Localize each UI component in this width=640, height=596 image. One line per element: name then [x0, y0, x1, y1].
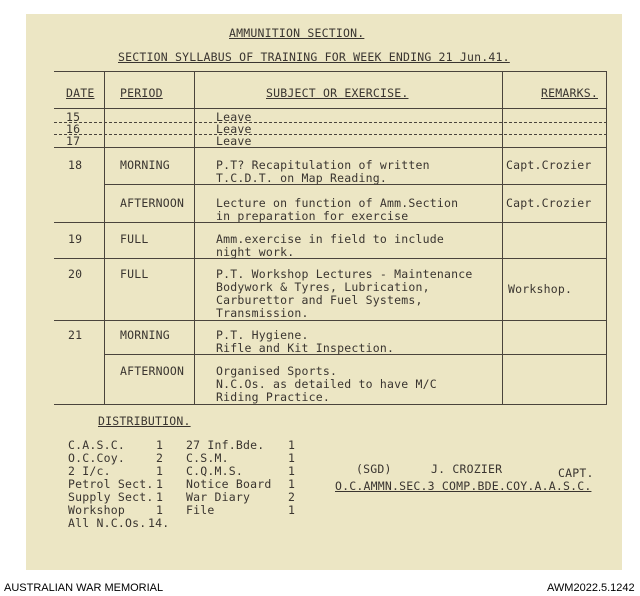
row-16-subject: Leave — [216, 122, 252, 136]
dist-left-count-3: 1 — [156, 464, 164, 478]
dist-right-name-3: C.Q.M.S. — [186, 464, 243, 478]
row-21-pm-period: AFTERNOON — [120, 364, 185, 378]
row-19-period: FULL — [120, 232, 149, 246]
footer-left: AUSTRALIAN WAR MEMORIAL — [4, 582, 164, 594]
dist-left-count-4: 1 — [156, 477, 164, 491]
dist-right-name-2: C.S.M. — [186, 451, 229, 465]
row-21-date: 21 — [68, 328, 83, 342]
dist-left-name-3: 2 I/c. — [68, 464, 111, 478]
signature-sgd: (SGD) — [356, 462, 392, 476]
table-top-line — [54, 71, 607, 72]
row-20-date: 20 — [68, 267, 83, 281]
dist-left-name-1: C.A.S.C. — [68, 438, 125, 452]
dist-left-name-6: Workshop — [68, 503, 125, 517]
row-18-divider — [104, 184, 607, 185]
document-page — [26, 14, 622, 570]
signature-rank: CAPT. — [558, 466, 594, 480]
signature-name: J. CROZIER — [431, 462, 503, 476]
dist-left-name-4: Petrol Sect. — [68, 477, 154, 491]
row-21-subject-line-1: P.T. Hygiene. — [216, 328, 309, 342]
dist-left-count-2: 2 — [156, 451, 164, 465]
dist-right-count-5: 2 — [288, 490, 296, 504]
dist-right-count-6: 1 — [288, 503, 296, 517]
row-15-subject: Leave — [216, 110, 252, 124]
row-16-date: 16 — [66, 122, 81, 136]
row-21-pm-subject-line-2: N.C.Os. as detailed to have M/C — [216, 377, 437, 391]
row-20-subject-line-3: Carburettor and Fuel Systems, — [216, 293, 423, 307]
row-17-date: 17 — [66, 134, 81, 148]
dist-left-count-5: 1 — [156, 490, 164, 504]
row-18-pm-subject-line-1: Lecture on function of Amm.Section — [216, 196, 459, 210]
dist-left-count-6: 1 — [156, 503, 164, 517]
row-18-date: 18 — [68, 158, 83, 172]
table-bottom-line — [54, 404, 607, 405]
dist-right-count-3: 1 — [288, 464, 296, 478]
row-18-period: MORNING — [120, 158, 170, 172]
dist-right-name-4: Notice Board — [186, 477, 272, 491]
dist-right-name-6: File — [186, 503, 215, 517]
document-title: AMMUNITION SECTION. — [229, 26, 365, 40]
dist-right-count-1: 1 — [288, 438, 296, 452]
row-21-divider — [104, 354, 607, 355]
row-21-subject-line-2: Rifle and Kit Inspection. — [216, 341, 395, 355]
dist-right-name-1: 27 Inf.Bde. — [186, 438, 265, 452]
row-19-subject-line-1: Amm.exercise in field to include — [216, 232, 444, 246]
row-19-subject-line-2: night work. — [216, 245, 295, 259]
row-20-subject-line-2: Bodywork & Tyres, Lubrication, — [216, 280, 430, 294]
dist-left-count-7: 14. — [148, 516, 170, 530]
dist-right-count-2: 1 — [288, 451, 296, 465]
header-date: DATE — [66, 86, 95, 100]
dist-left-count-1: 1 — [156, 438, 164, 452]
dist-right-name-5: War Diary — [186, 490, 251, 504]
row-18-subject-line-2: T.C.D.T. on Map Reading. — [216, 171, 387, 185]
row-20-period: FULL — [120, 267, 149, 281]
dist-left-name-5: Supply Sect. — [68, 490, 154, 504]
row-19-date: 19 — [68, 232, 83, 246]
header-subject: SUBJECT OR EXERCISE. — [266, 86, 409, 100]
header-remarks: REMARKS. — [541, 86, 598, 100]
row-18-pm-period: AFTERNOON — [120, 196, 185, 210]
row-20-subject-line-1: P.T. Workshop Lectures - Maintenance — [216, 267, 473, 281]
header-period: PERIOD — [120, 86, 163, 100]
row-15-date: 15 — [66, 110, 81, 124]
row-20-subject-line-4: Transmission. — [216, 306, 309, 320]
footer-bar — [0, 578, 640, 596]
row-20-bottom-line — [54, 320, 607, 321]
row-17-subject: Leave — [216, 134, 252, 148]
row-19-bottom-line — [54, 258, 607, 259]
row-21-pm-subject-line-3: Riding Practice. — [216, 390, 330, 404]
leave-line-2 — [54, 134, 607, 135]
row-18-remarks: Capt.Crozier — [506, 158, 592, 172]
document-subtitle: SECTION SYLLABUS OF TRAINING FOR WEEK ENDING 21 Jun.41. — [118, 50, 510, 64]
dist-left-name-7: All N.C.Os. — [68, 516, 147, 530]
distribution-heading: DISTRIBUTION. — [98, 414, 191, 428]
row-18-bottom-line — [54, 222, 607, 223]
leave-line-1 — [54, 122, 607, 123]
footer-right: AWM2022.5.1242 — [547, 582, 635, 594]
signature-line: O.C.AMMN.SEC.3 COMP.BDE.COY.A.A.S.C. — [335, 479, 592, 493]
header-bottom-line — [54, 108, 607, 109]
row-21-pm-subject-line-1: Organised Sports. — [216, 364, 338, 378]
leave-line-3 — [54, 147, 607, 148]
row-20-remarks: Workshop. — [508, 282, 573, 296]
row-18-pm-remarks: Capt.Crozier — [506, 196, 592, 210]
row-21-period: MORNING — [120, 328, 170, 342]
dist-right-count-4: 1 — [288, 477, 296, 491]
row-18-subject-line-1: P.T? Recapitulation of written — [216, 158, 430, 172]
row-18-pm-subject-line-2: in preparation for exercise — [216, 209, 409, 223]
dist-left-name-2: O.C.Coy. — [68, 451, 125, 465]
